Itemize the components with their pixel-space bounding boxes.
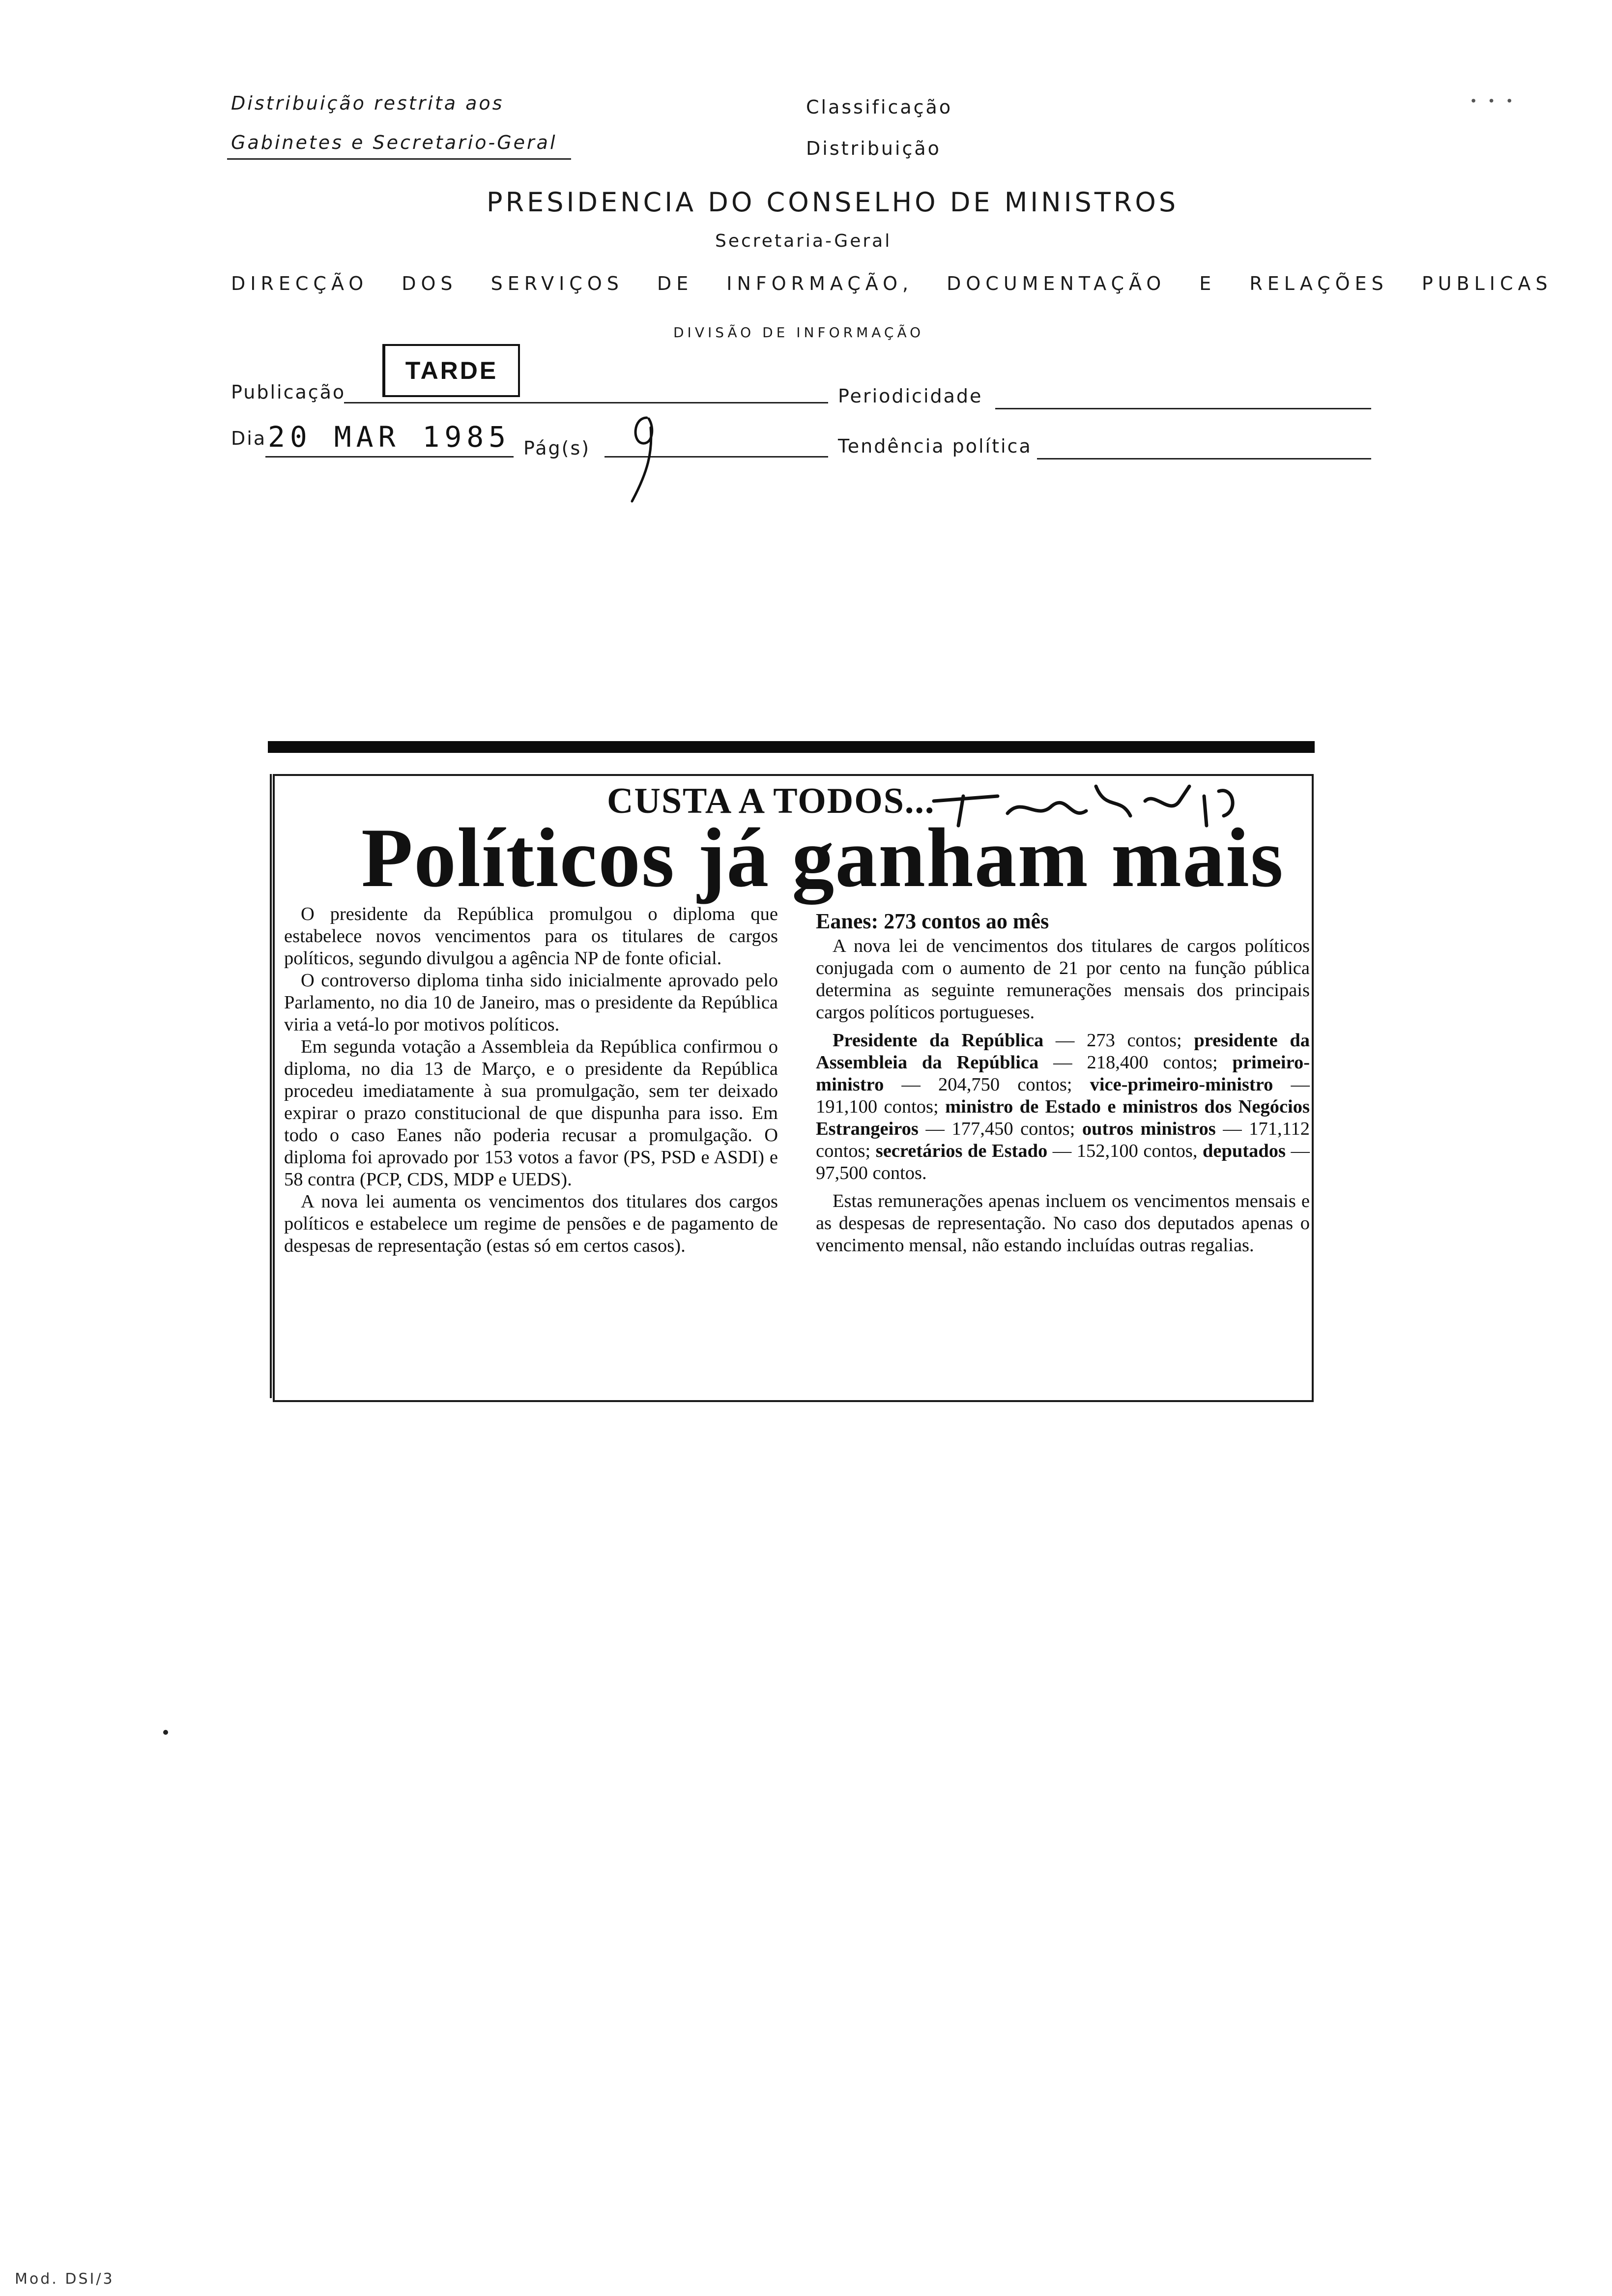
- distribution-label: Distribuição: [806, 138, 941, 159]
- tendency-label: Tendência política: [838, 435, 1032, 457]
- salary-amount: 191,100 contos: [816, 1096, 934, 1117]
- salary-role: vice-primeiro-ministro: [1090, 1074, 1273, 1095]
- right-closing: Estas remunerações apenas incluem os vencimentos mensais e as despesas de representação. No caso dos deputados apenas o vencimento mensal, não estando incluídas outras regalias.: [816, 1191, 1310, 1256]
- salary-role: ministro de Estado e ministros dos Negócios Estrangeiros: [816, 1096, 1310, 1139]
- salary-amount: 171,112 contos: [816, 1119, 1310, 1161]
- publication-stamp: TARDE: [382, 344, 520, 397]
- article-left-column: [284, 903, 778, 1257]
- salary-role: primeiro-ministro: [816, 1052, 1310, 1095]
- publication-label: Publicação: [231, 381, 346, 403]
- left-paragraph-1: O presidente da República promulgou o diploma que estabelece novos vencimentos para os titulares de cargos políticos, segundo divulgou a agência NP de fonte oficial.: [284, 904, 778, 969]
- distribution-note-line2: Gabinetes e Secretario-Geral: [231, 132, 557, 153]
- corner-mark: ∙ ∙ ∙: [1469, 93, 1517, 108]
- salary-amount: 152,100 contos: [1076, 1141, 1193, 1161]
- handwritten-page-number: [623, 408, 662, 509]
- article-right-column: [816, 910, 1310, 1257]
- salary-role: deputados: [1202, 1141, 1286, 1161]
- distribution-underline: [227, 158, 571, 160]
- directorate-line: DIRECÇÃO DOS SERVIÇOS DE INFORMAÇÃO, DOCUMENTAÇÃO E RELAÇÕES PUBLICAS: [231, 273, 1553, 294]
- salary-amount: 218,400 contos: [1087, 1052, 1212, 1073]
- salary-role: secretários de Estado: [875, 1141, 1048, 1161]
- clipping-kicker: CUSTA A TODOS...: [607, 781, 935, 821]
- salary-role: presidente da Assembleia da República: [816, 1030, 1310, 1073]
- clipping-headline: Políticos já ganham mais: [361, 811, 1284, 905]
- left-paragraph-2: O controverso diploma tinha sido inicialmente aprovado pelo Parlamento, no dia 10 de Janeiro, mas o presidente da República viria a vetá-lo por motivos políticos.: [284, 970, 778, 1035]
- publication-underline: [344, 402, 828, 403]
- page-title: PRESIDENCIA DO CONSELHO DE MINISTROS: [487, 187, 1179, 218]
- salary-amount: 204,750 contos: [938, 1074, 1067, 1095]
- left-paragraph-4: A nova lei aumenta os vencimentos dos titulares dos cargos políticos e estabelece um regime de pensões e de pagamento de despesas de representação (estas só em certos casos).: [284, 1191, 778, 1256]
- salary-role: Presidente da República: [833, 1030, 1044, 1051]
- pages-label: Pág(s): [523, 437, 591, 459]
- clipping-frame-edge: [270, 774, 272, 1398]
- day-underline: [265, 456, 514, 458]
- salary-list: Presidente da República — 273 contos; presidente da Assembleia da República — 218,400 contos; primeiro-ministro — 204,750 contos; vice-primeiro-ministro — 191,100 contos; ministro de Estado e ministros dos Negócios Estrangeiros — 177,450 contos; outros ministros — 171,112 contos; secretários de Estado — 152,100 contos, deputados — 97,500 contos.: [816, 1030, 1310, 1183]
- clipping-top-bar: [268, 741, 1315, 753]
- distribution-note-line1: Distribuição restrita aos: [231, 92, 504, 114]
- salary-amount: 177,450 contos: [951, 1119, 1070, 1139]
- periodicity-label: Periodicidade: [838, 385, 983, 407]
- division-line: DIVISÃO DE INFORMAÇÃO: [673, 324, 924, 341]
- salary-role: outros ministros: [1082, 1119, 1216, 1139]
- tendency-underline: [1037, 458, 1371, 459]
- page-subtitle: Secretaria-Geral: [715, 231, 892, 251]
- right-intro: A nova lei de vencimentos dos titulares de cargos políticos conjugada com o aumento de 21 por cento na função pública determina as seguinte remunerações mensais dos principais cargos políticos portugueses.: [816, 936, 1310, 1023]
- salary-amount: 273 contos: [1087, 1030, 1177, 1051]
- date-stamp: 20 MAR 1985: [268, 420, 511, 454]
- right-subhead: Eanes: 273 contos ao mês: [816, 909, 1049, 933]
- day-label: Dia: [231, 428, 267, 449]
- salary-amount: 97,500 contos: [816, 1163, 922, 1183]
- classification-label: Classificação: [806, 96, 953, 118]
- left-paragraph-3: Em segunda votação a Assembleia da República confirmou o diploma, no dia 13 de Março, e o presidente da República procedeu imediatamente à sua promulgação, sem ter deixado expirar o prazo constitucional de que dispunha para isso. Em todo o caso Eanes não poderia recusar a promulgação. O diploma foi aprovado por 153 votos a favor (PS, PSD e ASDI) e 58 contra (PCP, CDS, MDP e UEDS).: [284, 1036, 778, 1190]
- periodicity-underline: [995, 408, 1371, 409]
- form-model-code: Mod. DSI/3: [15, 2270, 115, 2288]
- stray-dot: [163, 1730, 168, 1735]
